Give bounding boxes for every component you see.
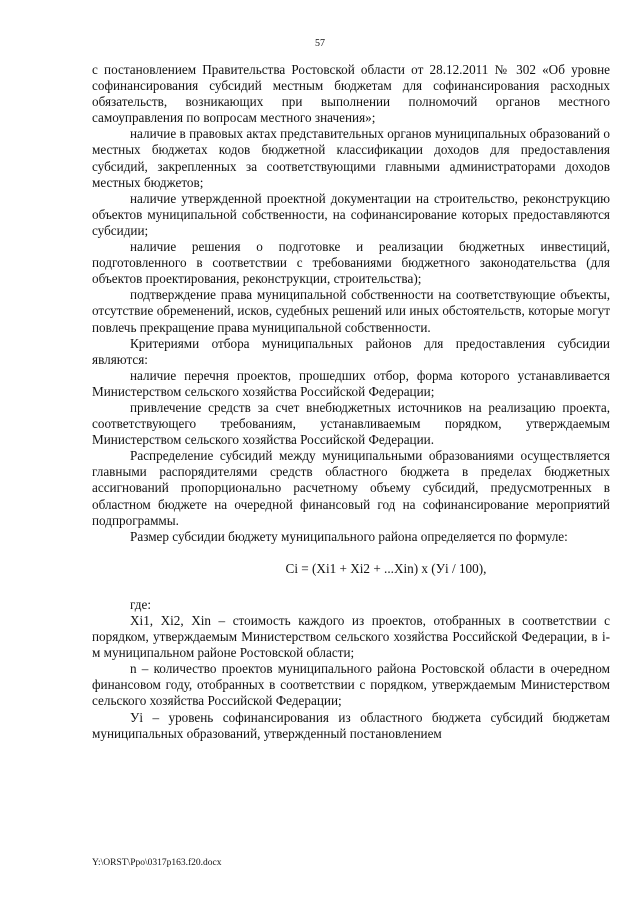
paragraph-project-cost-definition: Xi1, Xi2, Xin – стоимость каждого из проектов, отобранных в соответствии с порядком, утверждаемым Министерством сельского хозяйства Российской Федерации, в i-м муниципальном районе Ростовской области; [92,613,610,661]
paragraph-where: где: [130,596,151,612]
document-body [92,62,610,742]
footer-file-path: Y:\ORST\Ppo\0317p163.f20.docx [92,858,222,868]
subsidy-formula: Ci = (Xi1 + Xi2 + ...Xin) x (Уi / 100), [285,560,487,576]
paragraph-project-documentation: наличие утвержденной проектной документации на строительство, реконструкцию объектов муниципальной собственности, на софинансирование которых предоставляются субсидии; [92,190,610,238]
paragraph-project-list: наличие перечня проектов, прошедших отбор, форма которого устанавливается Министерством сельского хозяйства Российской Федерации; [92,367,610,399]
paragraph-cofinancing-level-definition: Уi – уровень софинансирования из областного бюджета субсидий бюджетам муниципальных образований, утвержденный постановлением [92,709,610,741]
paragraph-property-rights: подтверждение права муниципальной собственности на соответствующие объекты, отсутствие обременений, исков, судебных решений или иных обстоятельств, которые могут повлечь прекращение права муниципальной собственности. [92,287,610,335]
paragraph-extrabudgetary-funds: привлечение средств за счет внебюджетных источников на реализацию проекта, соответствующего требованиям, устанавливаемым порядком, утверждаемым Министерством сельского хозяйства Российской Федерации. [92,399,610,448]
page-number: 57 [315,38,325,49]
paragraph-project-count-definition: n – количество проектов муниципального района Ростовской области в очередном финансовом году, отобранных в соответствии с порядком, утверждаемым Министерством сельского хозяйства Российской Федерации; [92,661,610,709]
paragraph-investment-decision: наличие решения о подготовке и реализации бюджетных инвестиций, подготовленного в соответствии с требованиями бюджетного законодательства (для объектов проектирования, реконструкции, строительства); [92,239,610,287]
paragraph-subsidy-distribution: Распределение субсидий между муниципальными образованиями осуществляется главными распорядителями средств областного бюджета в пределах бюджетных ассигнований пропорционально расчетному объему субсидий, предусмотренных в областном бюджете на очередной финансовый год на софинансирование мероприятий подпрограммы. [92,448,610,528]
paragraph-selection-criteria: Критериями отбора муниципальных районов для предоставления субсидии являются: [92,335,610,367]
paragraph-budget-classification: наличие в правовых актах представительных органов муниципальных образований о местных бюджетах кодов бюджетной классификации доходов для предоставления субсидий, закрепленных за соответствующими главными администраторами доходов местных бюджетов; [92,126,610,190]
paragraph-resolution-reference: с постановлением Правительства Ростовской области от 28.12.2011 № 302 «Об уровне софинансирования субсидий местным бюджетам для софинансирования расходных обязательств, возникающих при выполнении полномочий органов местного самоуправления по вопросам местного значения»; [92,62,610,126]
paragraph-subsidy-size: Размер субсидии бюджету муниципального района определяется по формуле: [130,528,568,544]
